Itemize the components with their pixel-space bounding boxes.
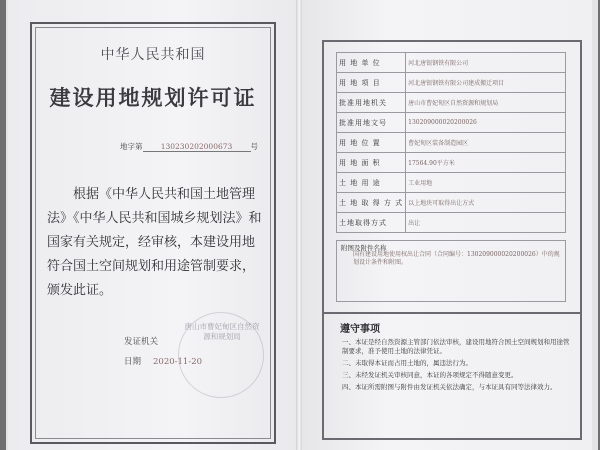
attachment-text: 国有建设用地使用权出让合同（合同编号：130209000020200026）中的规划设计条件和附图。	[353, 251, 560, 266]
table-row	[337, 173, 566, 193]
rule-item: 一、本证是经自然资源主管部门依法审核，建设用地符合国土空间规划和用途管制要求，准予使用土地的法律凭证。	[342, 338, 570, 355]
row-label: 土地取得方式	[337, 213, 406, 233]
row-value: 130209000020200026	[406, 113, 566, 133]
row-label: 批准用地文号	[337, 113, 406, 133]
permit-title: 建设用地规划许可证	[49, 86, 257, 110]
document-number	[120, 141, 258, 152]
attachment-box	[336, 240, 566, 302]
row-value: 曹妃甸区装备制造园区	[406, 133, 566, 153]
attachment-label: 附图及附件名称	[341, 244, 387, 252]
docno-suffix: 号	[250, 142, 258, 151]
docno-value: 130230202000673	[143, 142, 251, 152]
rule-item: 三、未经发证机关审核同意，本证的各项规定不得随意变更。	[342, 371, 518, 379]
issuer-label: 发证机关	[124, 337, 159, 347]
land-info-table	[336, 52, 566, 233]
rule-item: 四、本证所需附图与附件由发证机关依法确定，与本证具有同等法律效力。	[342, 383, 557, 391]
table-row	[337, 133, 566, 153]
table-row	[337, 193, 566, 213]
row-value: 17564.90平方米	[406, 153, 566, 173]
row-value: 河北唐银钢铁有限公司	[406, 53, 566, 73]
table-row	[337, 113, 566, 133]
table-row	[337, 93, 566, 113]
row-label: 批准用地机关	[337, 93, 406, 113]
table-row	[337, 213, 566, 233]
issue-date-value: 2020-11-20	[153, 357, 203, 367]
table-row	[337, 73, 566, 93]
issue-date-label: 日期	[124, 357, 142, 367]
row-label: 土 地 取 得 方 式	[337, 193, 406, 213]
row-label: 土 地 用 途	[337, 173, 406, 193]
row-label: 用 地 位 置	[337, 133, 406, 153]
docno-label: 地字第	[120, 142, 143, 151]
row-label: 用 地 单 位	[337, 53, 406, 73]
row-value: 以上地块可取得出让方式	[406, 193, 566, 213]
table-row	[337, 53, 566, 73]
country-heading: 中华人民共和国	[100, 47, 206, 63]
rules-title: 遵守事项	[340, 324, 380, 335]
seal-text: 唐山市曹妃甸区自然资源和规划局	[184, 322, 260, 341]
row-value: 工业用地	[406, 173, 566, 193]
table-row	[337, 153, 566, 173]
row-value: 河北唐银钢铁有限公司建成搬迁项目	[406, 73, 566, 93]
row-value: 出让	[406, 213, 566, 233]
row-value: 唐山市曹妃甸区自然资源和规划局	[406, 93, 566, 113]
row-label: 用 地 项 目	[337, 73, 406, 93]
binding-gutter	[296, 0, 302, 450]
permit-body-text: 根据《中华人民共和国土地管理法》《中华人民共和国城乡规划法》和国家有关规定，经审核，本建设用地符合国土空间规划和用途管制要求，颁发此证。	[47, 187, 262, 298]
rule-item: 二、未取得本证而占用土地的，属违法行为。	[342, 359, 472, 367]
row-label: 用 地 面 积	[337, 153, 406, 173]
